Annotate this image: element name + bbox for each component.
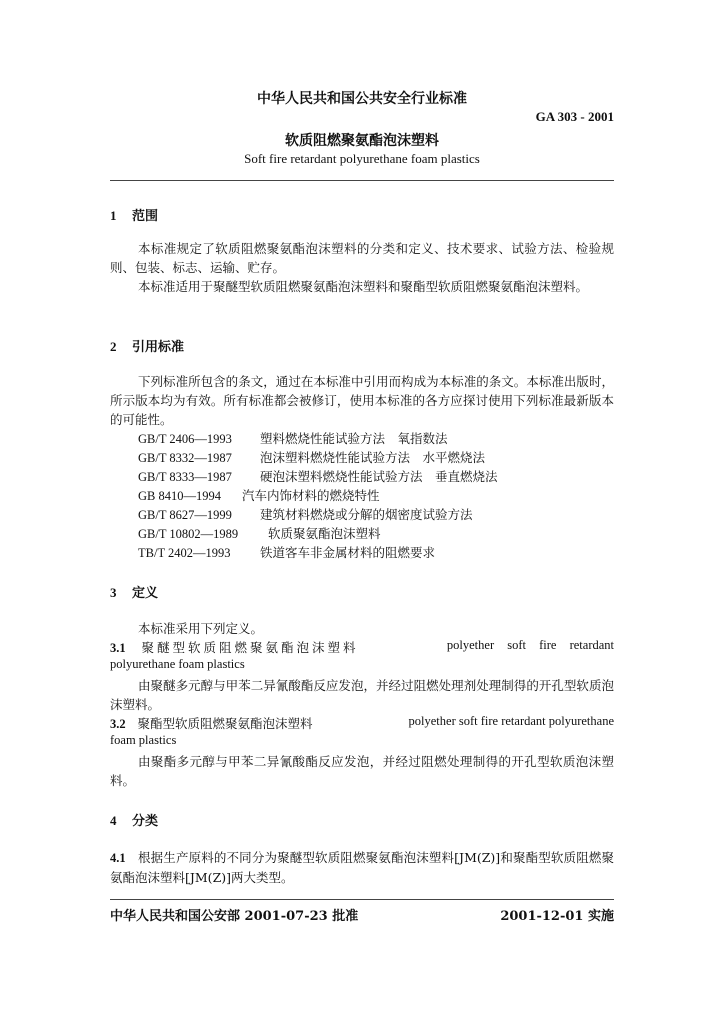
- title-english: Soft fire retardant polyurethane foam plastics: [244, 151, 480, 166]
- standard-code: GA 303 - 2001: [535, 109, 614, 124]
- issuer-header: 中华人民共和国公共安全行业标准: [257, 91, 467, 107]
- title-chinese: 软质阻燃聚氨酯泡沫塑料: [285, 133, 439, 149]
- definition-3-2: 3.2 聚酯型软质阻燃聚氨酯泡沫塑料 polyether soft fire retardant polyurethane foam plastics: [110, 714, 614, 747]
- section-2-paragraph: 下列标准所包含的条文，通过在本标准中引用而构成为本标准的条文。本标准出版时，所示版本均为有效。所有标准都会被修订，使用本标准的各方应探讨使用下列标准最新版本的可能性。: [110, 374, 614, 427]
- clause-4-1: 4.1 根据生产原料的不同分为聚醚型软质阻燃聚氨酯泡沫塑料[JM(Z)]和聚酯型软质阻燃聚氨酯泡沫塑料[JM(Z)]两大类型。: [110, 850, 615, 885]
- approval-line: 中华人民共和国公安部 2001-07-23 批准: [110, 909, 359, 924]
- reference-item: GB 8410—1994 汽车内饰材料的燃烧特性: [138, 488, 380, 503]
- reference-item: GB/T 8627—1999 建筑材料燃烧或分解的烟密度试验方法: [138, 507, 473, 522]
- section-1-paragraph-2: 本标准适用于聚醚型软质阻燃聚氨酯泡沫塑料和聚酯型软质阻燃聚氨酯泡沫塑料。: [138, 279, 589, 294]
- section-1-heading: 1 范围: [110, 208, 159, 224]
- reference-item: GB/T 8332—1987 泡沫塑料燃烧性能试验方法 水平燃烧法: [138, 450, 486, 465]
- section-3-intro: 本标准采用下列定义。: [138, 621, 264, 636]
- footer-divider: [110, 899, 614, 900]
- section-4-heading: 4 分类: [110, 813, 159, 829]
- reference-item: TB/T 2402—1993 铁道客车非金属材料的阻燃要求: [138, 545, 436, 560]
- section-1-paragraph-1: 本标准规定了软质阻燃聚氨酯泡沫塑料的分类和定义、技术要求、试验方法、检验规则、包装、标志、运输、贮存。: [110, 241, 614, 275]
- definition-3-1: 3.1 聚醚型软质阻燃聚氨酯泡沫塑料 polyether soft fire retardant polyurethane foam plastics: [110, 638, 614, 671]
- reference-item: GB/T 2406—1993 塑料燃烧性能试验方法 氧指数法: [138, 431, 448, 446]
- header-divider: [110, 180, 614, 181]
- definition-3-2-text: 由聚酯多元醇与甲苯二异氰酸酯反应发泡，并经过阻燃处理制得的开孔型软质泡沫塑料。: [110, 754, 614, 788]
- section-2-heading: 2 引用标准: [110, 339, 185, 355]
- definition-3-1-text: 由聚醚多元醇与甲苯二异氰酸酯反应发泡，并经过阻燃处理剂处理制得的开孔型软质泡沫塑料。: [110, 678, 614, 712]
- reference-item: GB/T 8333—1987 硬泡沫塑料燃烧性能试验方法 垂直燃烧法: [138, 469, 498, 484]
- section-3-heading: 3 定义: [110, 585, 159, 601]
- reference-item: GB/T 10802—1989 软质聚氨酯泡沫塑料: [138, 526, 381, 541]
- implementation-line: 2001-12-01 实施: [500, 909, 614, 924]
